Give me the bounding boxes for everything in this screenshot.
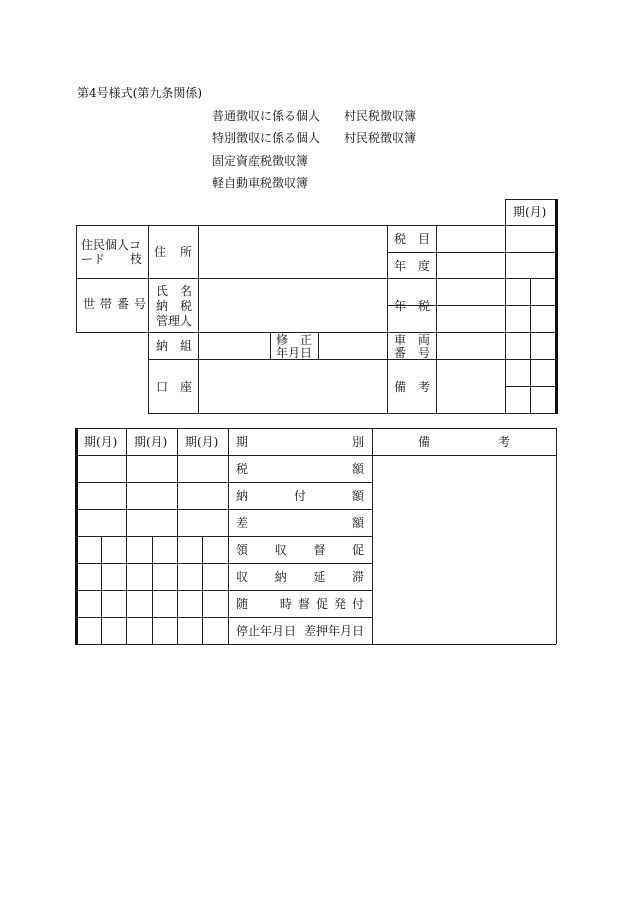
branch-label: 枝 <box>130 252 143 266</box>
row-receipt-demand: 領 収 督 促 <box>236 543 364 557</box>
administrator-label: 管理人 <box>156 314 193 328</box>
title-line-2-left: 特別徴収に係る個人 <box>212 131 321 145</box>
form-number: 第4号様式(第九条関係) <box>77 86 202 100</box>
payment-group-label: 納 組 <box>156 339 192 353</box>
title-line-3: 固定資産税徴収簿 <box>212 154 309 168</box>
fiscal-year-label: 年 度 <box>394 259 430 273</box>
row-adhoc-demand: 随 時 督 促 発 付 <box>236 597 364 611</box>
annual-tax-label: 年 税 <box>394 299 430 313</box>
row-collection-arrears: 収 納 延 滞 <box>236 570 364 584</box>
category-header: 期 別 <box>236 435 364 449</box>
period-header-1: 期(月) <box>84 435 118 449</box>
row-difference: 差 額 <box>236 516 364 530</box>
row-paid-amount: 納 付 額 <box>236 489 364 503</box>
title-line-1-left: 普通徴収に係る個人 <box>212 109 321 123</box>
correction-date-label: 年月日 <box>276 346 313 360</box>
remarks-label: 備 考 <box>394 380 430 394</box>
row-tax-amount: 税 額 <box>236 462 364 476</box>
vehicle-number-label: 番 号 <box>394 346 430 360</box>
account-label: 口 座 <box>156 380 192 394</box>
title-line-1-right: 村民税徴収簿 <box>344 109 417 123</box>
name-label: 氏 名 <box>156 284 192 298</box>
period-header-3: 期(月) <box>185 435 219 449</box>
vehicle-label: 車 両 <box>394 333 430 347</box>
resident-code-label-1: 住民個人コ <box>81 238 142 252</box>
resident-code-label-2: ード <box>81 252 106 266</box>
period-month-label: 期(月) <box>513 205 547 219</box>
title-line-4: 軽自動車税徴収簿 <box>212 176 309 190</box>
row-stop-seizure-date: 停止年月日 差押年月日 <box>236 624 364 638</box>
taxpayer-label: 納 税 <box>156 299 192 313</box>
tax-item-label: 税 目 <box>394 232 430 246</box>
correction-label: 修 正 <box>276 333 312 347</box>
household-number-label: 世帯番号 <box>83 297 152 311</box>
title-line-2-right: 村民税徴収簿 <box>344 131 417 145</box>
address-label: 住 所 <box>154 245 192 259</box>
period-header-2: 期(月) <box>134 435 168 449</box>
remarks-header: 備 考 <box>418 435 510 449</box>
